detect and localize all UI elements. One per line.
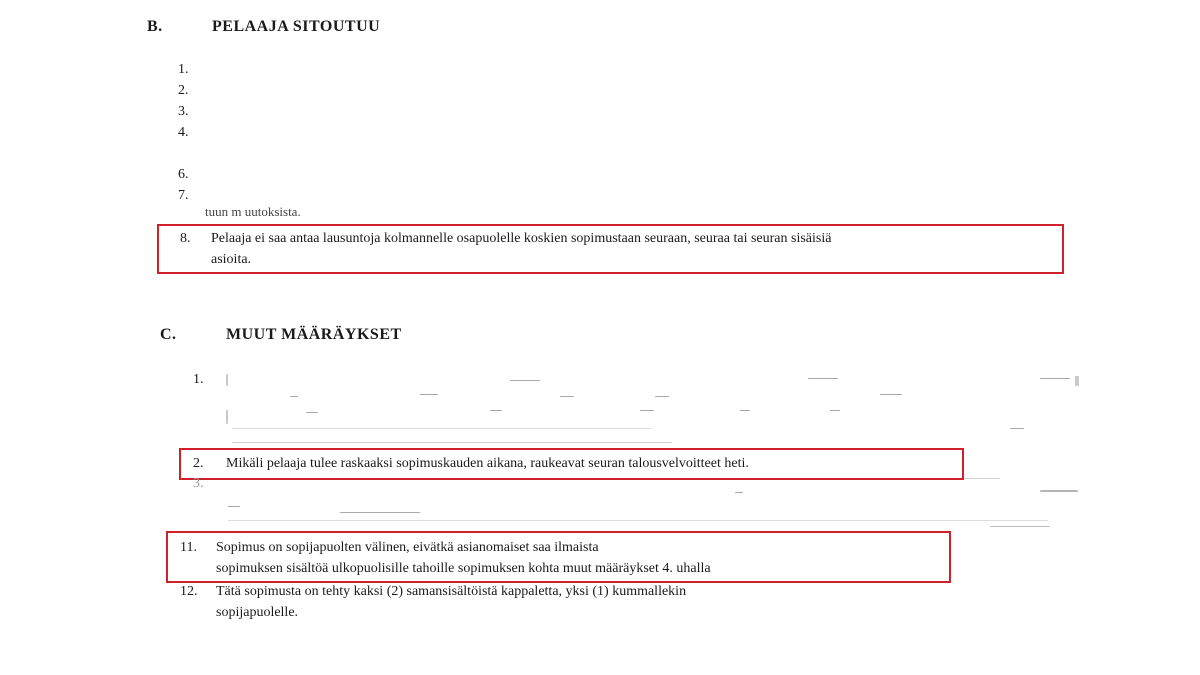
- item-12-number: 12.: [180, 584, 198, 599]
- section-b-letter: B.: [147, 18, 163, 35]
- list-number: 3.: [193, 476, 204, 491]
- item-12-line-2: sopijapuolelle.: [216, 605, 299, 620]
- list-number: 3.: [178, 104, 189, 119]
- section-c-letter: C.: [160, 326, 177, 343]
- list-number: 1.: [193, 372, 204, 387]
- item-8-line-1: Pelaaja ei saa antaa lausuntoja kolmannelle osapuolelle koskien sopimustaan seuraan, seuraa tai seuran sisäisiä: [211, 231, 832, 246]
- section-c-title: MUUT MÄÄRÄYKSET: [226, 326, 402, 343]
- item-2-number: 2.: [193, 456, 204, 471]
- item-8-number: 8.: [180, 231, 191, 246]
- list-number: 6.: [178, 167, 189, 182]
- list-number: 1.: [178, 62, 189, 77]
- item-8-line-2: asioita.: [211, 252, 252, 267]
- item-12-line-1: Tätä sopimusta on tehty kaksi (2) samansisältöistä kappaletta, yksi (1) kummallekin: [216, 584, 687, 599]
- list-number: 2.: [178, 83, 189, 98]
- item-11-line-2: sopimuksen sisältöä ulkopuolisille tahoille sopimuksen kohta muut määräykset 4. uhalla: [216, 561, 711, 576]
- item-11-number: 11.: [180, 540, 197, 555]
- clipped-text-remnant: tuun m uutoksista.: [205, 204, 301, 219]
- item-2-text: Mikäli pelaaja tulee raskaaksi sopimuskauden aikana, raukeavat seuran talousvelvoitteet heti.: [226, 456, 749, 471]
- list-number: 4.: [178, 125, 189, 140]
- list-number: 7.: [178, 188, 189, 203]
- section-b-title: PELAAJA SITOUTUU: [212, 18, 381, 35]
- item-11-line-1: Sopimus on sopijapuolten välinen, eivätkä asianomaiset saa ilmaista: [216, 540, 599, 555]
